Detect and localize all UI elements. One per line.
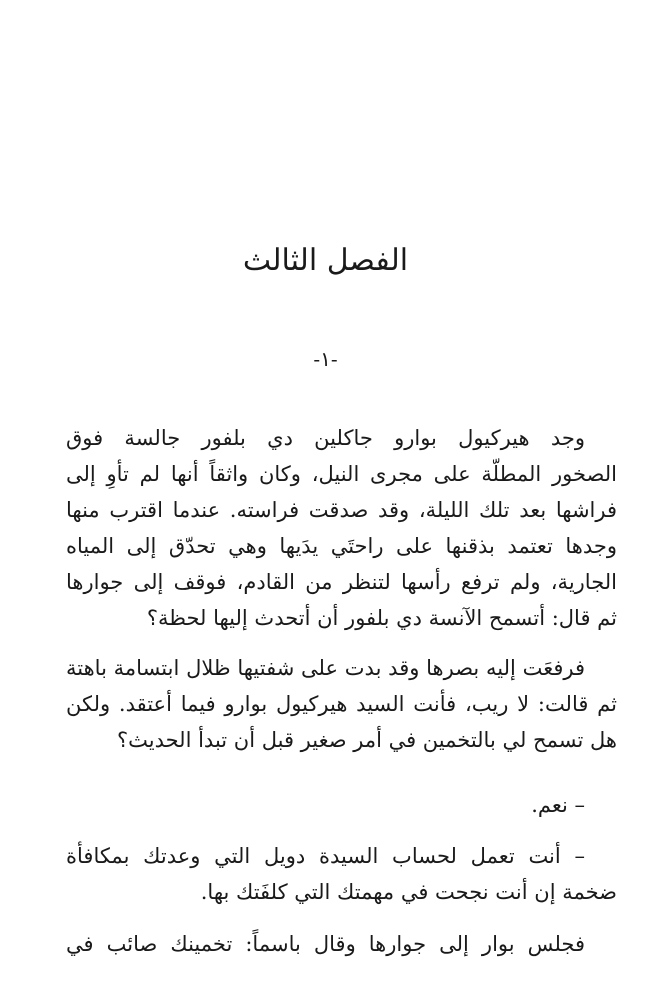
paragraph-line: – نعم. — [531, 793, 585, 817]
paragraph-line: وجد هيركيول بوارو جاكلين دي بلفور جالسة فوق — [66, 426, 585, 450]
paragraph-3 — [66, 787, 617, 823]
paragraph-line: الجارية، ولم ترفع رأسها لتنظر من القادم، فوقف إلى جوارها — [66, 570, 617, 594]
chapter-title: الفصل الثالث — [242, 243, 409, 278]
section-number: -١- — [313, 347, 338, 371]
paragraph-line: هل تسمح لي بالتخمين في أمر صغير قبل أن تبدأ الحديث؟ — [116, 728, 617, 752]
paragraph-line: الصخور المطلّة على مجرى النيل، وكان واثقاً أنها لم تأوِ إلى — [66, 462, 617, 486]
paragraph-line: فجلس بوار إلى جوارها وقال باسماً: تخمينك صائب في — [66, 932, 585, 956]
paragraph-line: فراشها بعد تلك الليلة، وقد صدقت فراسته. عندما اقترب منها — [66, 498, 617, 522]
paragraph-line: ثم قال: أتسمح الآنسة دي بلفور أن أتحدث إليها لحظة؟ — [146, 606, 617, 630]
paragraph-1 — [66, 420, 617, 636]
paragraph-line: وجدها تعتمد بذقنها على راحتَي يدَيها وهي تحدّق إلى المياه — [66, 534, 617, 558]
paragraph-4 — [66, 838, 617, 910]
paragraph-line: فرفعَت إليه بصرها وقد بدت على شفتيها ظلال ابتسامة باهتة — [66, 656, 585, 680]
paragraph-line: ضخمة إن أنت نجحت في مهمتك التي كلفَتك بها. — [200, 880, 617, 904]
paragraph-line: ثم قالت: لا ريب، فأنت السيد هيركيول بوارو فيما أعتقد. ولكن — [66, 692, 617, 716]
paragraph-line: – أنت تعمل لحساب السيدة دويل التي وعدتك بمكافأة — [66, 844, 585, 868]
paragraph-2 — [66, 650, 617, 758]
paragraph-5 — [66, 926, 617, 962]
